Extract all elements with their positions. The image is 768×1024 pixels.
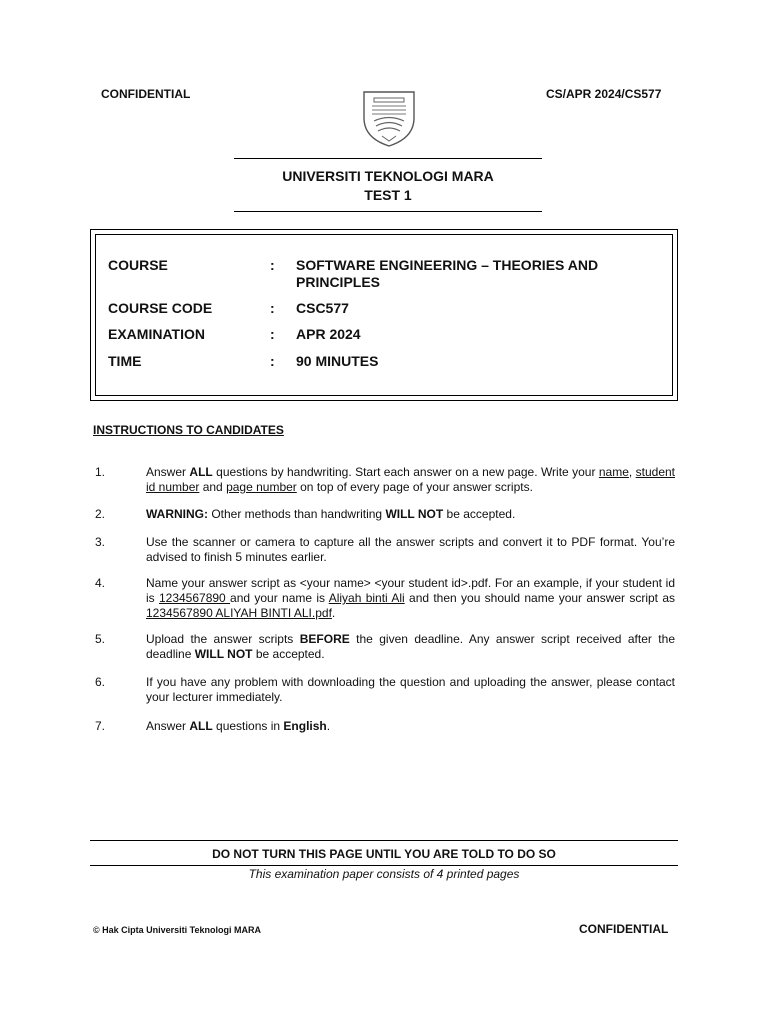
instruction-number: 7. — [95, 719, 106, 733]
instruction-number: 4. — [95, 576, 106, 590]
colon: : — [270, 353, 275, 369]
time-label: TIME — [108, 353, 142, 369]
university-crest-icon — [360, 88, 418, 148]
instruction-text: Name your answer script as <your name> <your student id>.pdf. For an example, if your student id is 1234567890 and your name is Aliyah binti Ali and then you should name your answer script as 1234567890 ALIYAH BINTI ALI.pdf. — [146, 576, 676, 620]
footer-top-rule — [90, 840, 678, 841]
instruction-text: If you have any problem with downloading the question and uploading the answer, please contact your lecturer immediately. — [146, 675, 675, 704]
course-code-value: CSC577 — [296, 300, 349, 316]
title-bottom-rule — [234, 211, 542, 212]
instruction-text: Answer ALL questions by handwriting. Start each answer on a new page. Write your name, student id number and page number on top of every page of your answer scripts. — [146, 465, 676, 494]
course-label: COURSE — [108, 257, 168, 273]
instruction-text: Upload the answer scripts BEFORE the given deadline. Any answer script received after the deadline WILL NOT be accepted. — [146, 632, 675, 661]
instruction-text: Answer ALL questions in English. — [146, 719, 331, 733]
header-confidential: CONFIDENTIAL — [101, 87, 191, 101]
instruction-number: 2. — [95, 507, 106, 521]
examination-label: EXAMINATION — [108, 326, 205, 342]
colon: : — [270, 300, 275, 316]
university-name: UNIVERSITI TEKNOLOGI MARA — [282, 168, 494, 184]
test-title: TEST 1 — [364, 187, 412, 203]
colon: : — [270, 257, 275, 273]
colon: : — [270, 326, 275, 342]
course-value: SOFTWARE ENGINEERING – THEORIES AND PRINCIPLES — [296, 257, 599, 290]
instruction-number: 1. — [95, 465, 106, 479]
time-value: 90 MINUTES — [296, 353, 379, 369]
instruction-number: 3. — [95, 535, 106, 549]
title-top-rule — [234, 158, 542, 159]
do-not-turn-notice: DO NOT TURN THIS PAGE UNTIL YOU ARE TOLD TO DO SO — [212, 847, 556, 861]
examination-value: APR 2024 — [296, 326, 361, 342]
instruction-text: Use the scanner or camera to capture all the answer scripts and convert it to PDF format. You’re advised to finish 5 minutes earlier. — [146, 535, 675, 564]
instruction-text: WARNING: Other methods than handwriting WILL NOT be accepted. — [146, 507, 516, 521]
instruction-number: 5. — [95, 632, 106, 646]
header-paper-code: CS/APR 2024/CS577 — [546, 87, 662, 101]
instructions-heading: INSTRUCTIONS TO CANDIDATES — [93, 423, 284, 437]
page-count-note: This examination paper consists of 4 printed pages — [248, 867, 520, 881]
course-code-label: COURSE CODE — [108, 300, 213, 316]
copyright: © Hak Cipta Universiti Teknologi MARA — [93, 925, 261, 935]
instruction-number: 6. — [95, 675, 106, 689]
footer-confidential: CONFIDENTIAL — [579, 922, 669, 936]
footer-bottom-rule — [90, 865, 678, 866]
